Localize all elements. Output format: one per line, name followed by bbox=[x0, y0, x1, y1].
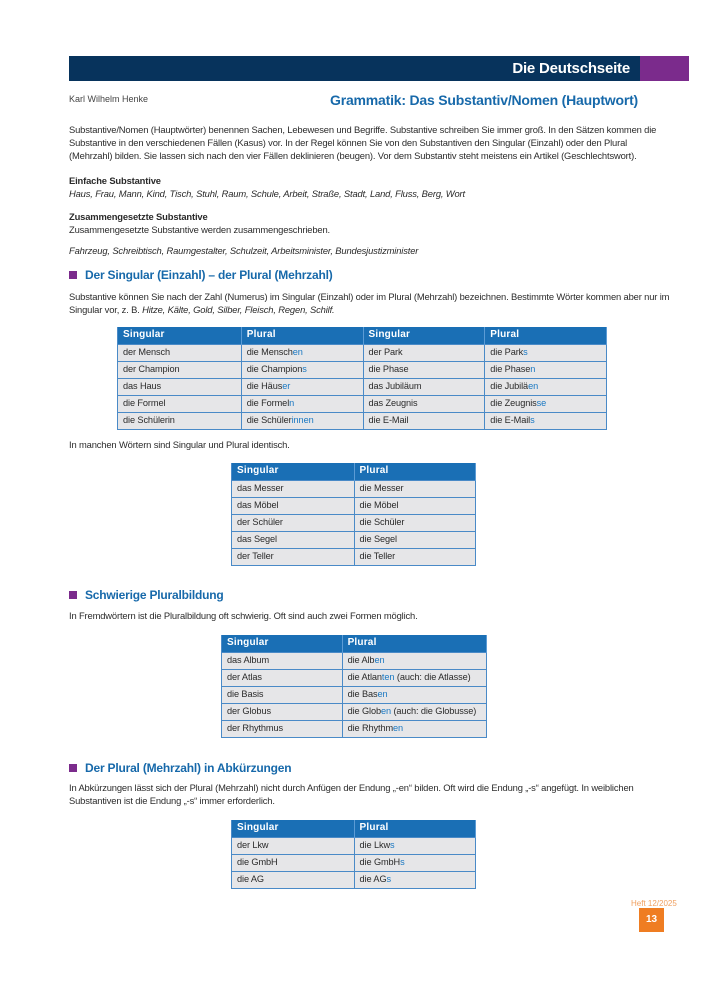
plural-cell: die Messer bbox=[354, 480, 475, 497]
author-name: Karl Wilhelm Henke bbox=[69, 94, 149, 104]
section-heading-text: Der Plural (Mehrzahl) in Abkürzungen bbox=[85, 761, 292, 775]
column-header: Singular bbox=[363, 327, 485, 344]
singular-cell: der Rhythmus bbox=[222, 720, 343, 737]
table-row bbox=[222, 686, 487, 703]
square-bullet-icon bbox=[69, 591, 77, 599]
issue-label: Heft 12/2025 bbox=[631, 899, 677, 908]
page-number: 13 bbox=[639, 908, 664, 932]
singular-cell: die Basis bbox=[222, 686, 343, 703]
plural-ending: en bbox=[393, 723, 404, 734]
plural-ending: en bbox=[374, 655, 385, 666]
singular-cell: das Zeugnis bbox=[363, 395, 485, 412]
plural-cell: die E-Mails bbox=[485, 412, 607, 429]
column-header: Singular bbox=[118, 327, 242, 344]
table-header-row bbox=[232, 820, 476, 837]
table-row bbox=[222, 652, 487, 669]
singular-cell: die Schülerin bbox=[118, 412, 242, 429]
table-row bbox=[118, 395, 607, 412]
plural-cell: die Teller bbox=[354, 548, 475, 565]
singular-cell: der Schüler bbox=[232, 514, 355, 531]
section-heading-abbreviations bbox=[69, 760, 291, 777]
plural-ending: ten bbox=[381, 672, 395, 683]
page-title: Grammatik: Das Substantiv/Nomen (Hauptwort) bbox=[330, 92, 638, 108]
article-body bbox=[69, 124, 671, 317]
table-header-row bbox=[222, 635, 487, 652]
section-heading-singular-plural bbox=[69, 267, 671, 284]
column-header: Singular bbox=[232, 463, 355, 480]
column-header: Plural bbox=[241, 327, 363, 344]
table-row bbox=[118, 361, 607, 378]
banner-title: Die Deutschseite bbox=[512, 60, 630, 77]
table-row bbox=[118, 412, 607, 429]
table-row bbox=[232, 531, 476, 548]
compound-nouns-examples: Fahrzeug, Schreibtisch, Raumgestalter, Schulzeit, Arbeitsminister, Bundesjustizminister bbox=[69, 244, 419, 256]
table-row bbox=[222, 669, 487, 686]
plural-cell: die Schüler bbox=[354, 514, 475, 531]
singular-cell: das Jubiläum bbox=[363, 378, 485, 395]
plural-cell: die Parks bbox=[485, 344, 607, 361]
plural-cell: die Jubiläen bbox=[485, 378, 607, 395]
plural-cell: die Segel bbox=[354, 531, 475, 548]
simple-nouns-examples: Haus, Frau, Mann, Kind, Tisch, Stuhl, Raum, Schule, Arbeit, Straße, Stadt, Land, Fluss, Berg, Wort bbox=[69, 187, 465, 199]
paragraph-italic-examples: Hitze, Kälte, Gold, Silber, Fleisch, Regen, Schilf. bbox=[142, 304, 335, 316]
plural-cell: die Champions bbox=[241, 361, 363, 378]
section-heading-text: Der Singular (Einzahl) – der Plural (Mehrzahl) bbox=[85, 267, 333, 282]
plural-ending: s bbox=[302, 364, 307, 375]
singular-cell: die Phase bbox=[363, 361, 485, 378]
plural-ending: innen bbox=[291, 415, 314, 426]
difficult-plurals-text: In Fremdwörtern ist die Pluralbildung oft schwierig. Oft sind auch zwei Formen möglich. bbox=[69, 610, 418, 621]
table-row bbox=[232, 871, 476, 888]
plural-cell: die AGs bbox=[354, 871, 475, 888]
singular-cell: das Segel bbox=[232, 531, 355, 548]
plural-cell: die Basen bbox=[342, 686, 486, 703]
singular-cell: der Teller bbox=[232, 548, 355, 565]
table-row bbox=[232, 514, 476, 531]
plural-ending: s bbox=[400, 857, 405, 868]
section-heading-difficult-plurals bbox=[69, 587, 224, 604]
identical-forms-text: In manchen Wörtern sind Singular und Plural identisch. bbox=[69, 439, 290, 450]
plural-ending: s bbox=[523, 347, 528, 358]
singular-cell: das Haus bbox=[118, 378, 242, 395]
plural-ending: n bbox=[530, 364, 536, 375]
compound-nouns-heading: Zusammengesetzte Substantive bbox=[69, 210, 208, 222]
plural-ending: s bbox=[530, 415, 535, 426]
abbreviations-text: In Abkürzungen lässt sich der Plural (Mehrzahl) nicht durch Anfügen der Endung „-en“ bilden. Oft wird die Endung „-s“ angefügt. In weiblichen Substantiven ist die Endung „-s“ immer erforderlich. bbox=[69, 782, 634, 806]
difficult-plurals-table bbox=[221, 635, 487, 738]
singular-cell: der Atlas bbox=[222, 669, 343, 686]
plural-ending: er bbox=[282, 381, 291, 392]
table-row bbox=[232, 480, 476, 497]
plural-cell: die Lkws bbox=[354, 837, 475, 854]
plural-ending: en bbox=[380, 706, 392, 717]
square-bullet-icon bbox=[69, 764, 77, 772]
table-row bbox=[232, 854, 476, 871]
table-row bbox=[222, 703, 487, 720]
singular-cell: die GmbH bbox=[232, 854, 355, 871]
simple-nouns-heading: Einfache Substantive bbox=[69, 174, 161, 186]
plural-ending: en bbox=[528, 381, 539, 392]
plural-ending: n bbox=[289, 398, 295, 409]
plural-cell: die Globen (auch: die Globusse) bbox=[342, 703, 486, 720]
table-header-row bbox=[232, 463, 476, 480]
abbreviations-table bbox=[231, 820, 476, 889]
singular-plural-paragraph bbox=[69, 291, 671, 317]
column-header: Plural bbox=[354, 820, 475, 837]
plural-ending: en bbox=[292, 347, 303, 358]
plural-ending: s bbox=[389, 840, 395, 851]
table-row bbox=[118, 378, 607, 395]
plural-cell: die Phasen bbox=[485, 361, 607, 378]
table-row bbox=[222, 720, 487, 737]
column-header: Plural bbox=[354, 463, 475, 480]
intro-paragraph: Substantive/Nomen (Hauptwörter) benennen Sachen, Lebewesen und Begriffe. Substantive schreiben Sie immer groß. In den Sätzen kommen die Substantive in den verschiedenen Fällen (Kasus) vor. In der Regel können Sie von den Substantiven den Singular (Einzahl) oder den Plural (Mehrzahl) bilden. Sie lassen sich nach den vier Fällen deklinieren (beugen). Vor dem Substantiv steht meistens ein Artikel (Geschlechtswort). bbox=[69, 124, 657, 161]
plural-cell: die Häuser bbox=[241, 378, 363, 395]
column-header: Plural bbox=[485, 327, 607, 344]
table-header-row bbox=[118, 327, 607, 344]
singular-cell: die Formel bbox=[118, 395, 242, 412]
plural-cell: die Alben bbox=[342, 652, 486, 669]
paragraph-text: Substantive können Sie nach der Zahl (Numerus) im Singular (Einzahl) oder im Plural (Mehrzahl) bezeichnen. Bestimmte Wörter kommen aber nur im Singular vor, z. B. bbox=[69, 291, 670, 316]
square-bullet-icon bbox=[69, 271, 77, 279]
singular-cell: die AG bbox=[232, 871, 355, 888]
column-header: Plural bbox=[342, 635, 486, 652]
singular-cell: die E-Mail bbox=[363, 412, 485, 429]
singular-cell: der Champion bbox=[118, 361, 242, 378]
banner-accent-block bbox=[640, 56, 689, 81]
singular-cell: der Mensch bbox=[118, 344, 242, 361]
plural-cell: die Schülerinnen bbox=[241, 412, 363, 429]
singular-cell: der Lkw bbox=[232, 837, 355, 854]
plural-cell: die Zeugnisse bbox=[485, 395, 607, 412]
plural-cell: die GmbHs bbox=[354, 854, 475, 871]
identical-forms-table bbox=[231, 463, 476, 566]
plural-cell: die Möbel bbox=[354, 497, 475, 514]
table-row bbox=[232, 497, 476, 514]
table-row bbox=[232, 548, 476, 565]
plural-cell: die Rhythmen bbox=[342, 720, 486, 737]
header-banner bbox=[69, 56, 689, 81]
singular-cell: das Album bbox=[222, 652, 343, 669]
section-heading-text: Schwierige Pluralbildung bbox=[85, 588, 224, 602]
singular-cell: der Globus bbox=[222, 703, 343, 720]
plural-cell: die Menschen bbox=[241, 344, 363, 361]
singular-cell: das Möbel bbox=[232, 497, 355, 514]
plural-ending: en bbox=[377, 689, 388, 700]
plural-cell: die Formeln bbox=[241, 395, 363, 412]
singular-plural-table bbox=[117, 327, 607, 430]
singular-cell: das Messer bbox=[232, 480, 355, 497]
plural-cell: die Atlanten (auch: die Atlasse) bbox=[342, 669, 486, 686]
table-row bbox=[232, 837, 476, 854]
column-header: Singular bbox=[232, 820, 355, 837]
plural-ending: s bbox=[386, 874, 392, 885]
singular-cell: der Park bbox=[363, 344, 485, 361]
table-row bbox=[118, 344, 607, 361]
column-header: Singular bbox=[222, 635, 343, 652]
compound-nouns-text: Zusammengesetzte Substantive werden zusammengeschrieben. bbox=[69, 223, 331, 235]
plural-ending: se bbox=[536, 398, 547, 409]
